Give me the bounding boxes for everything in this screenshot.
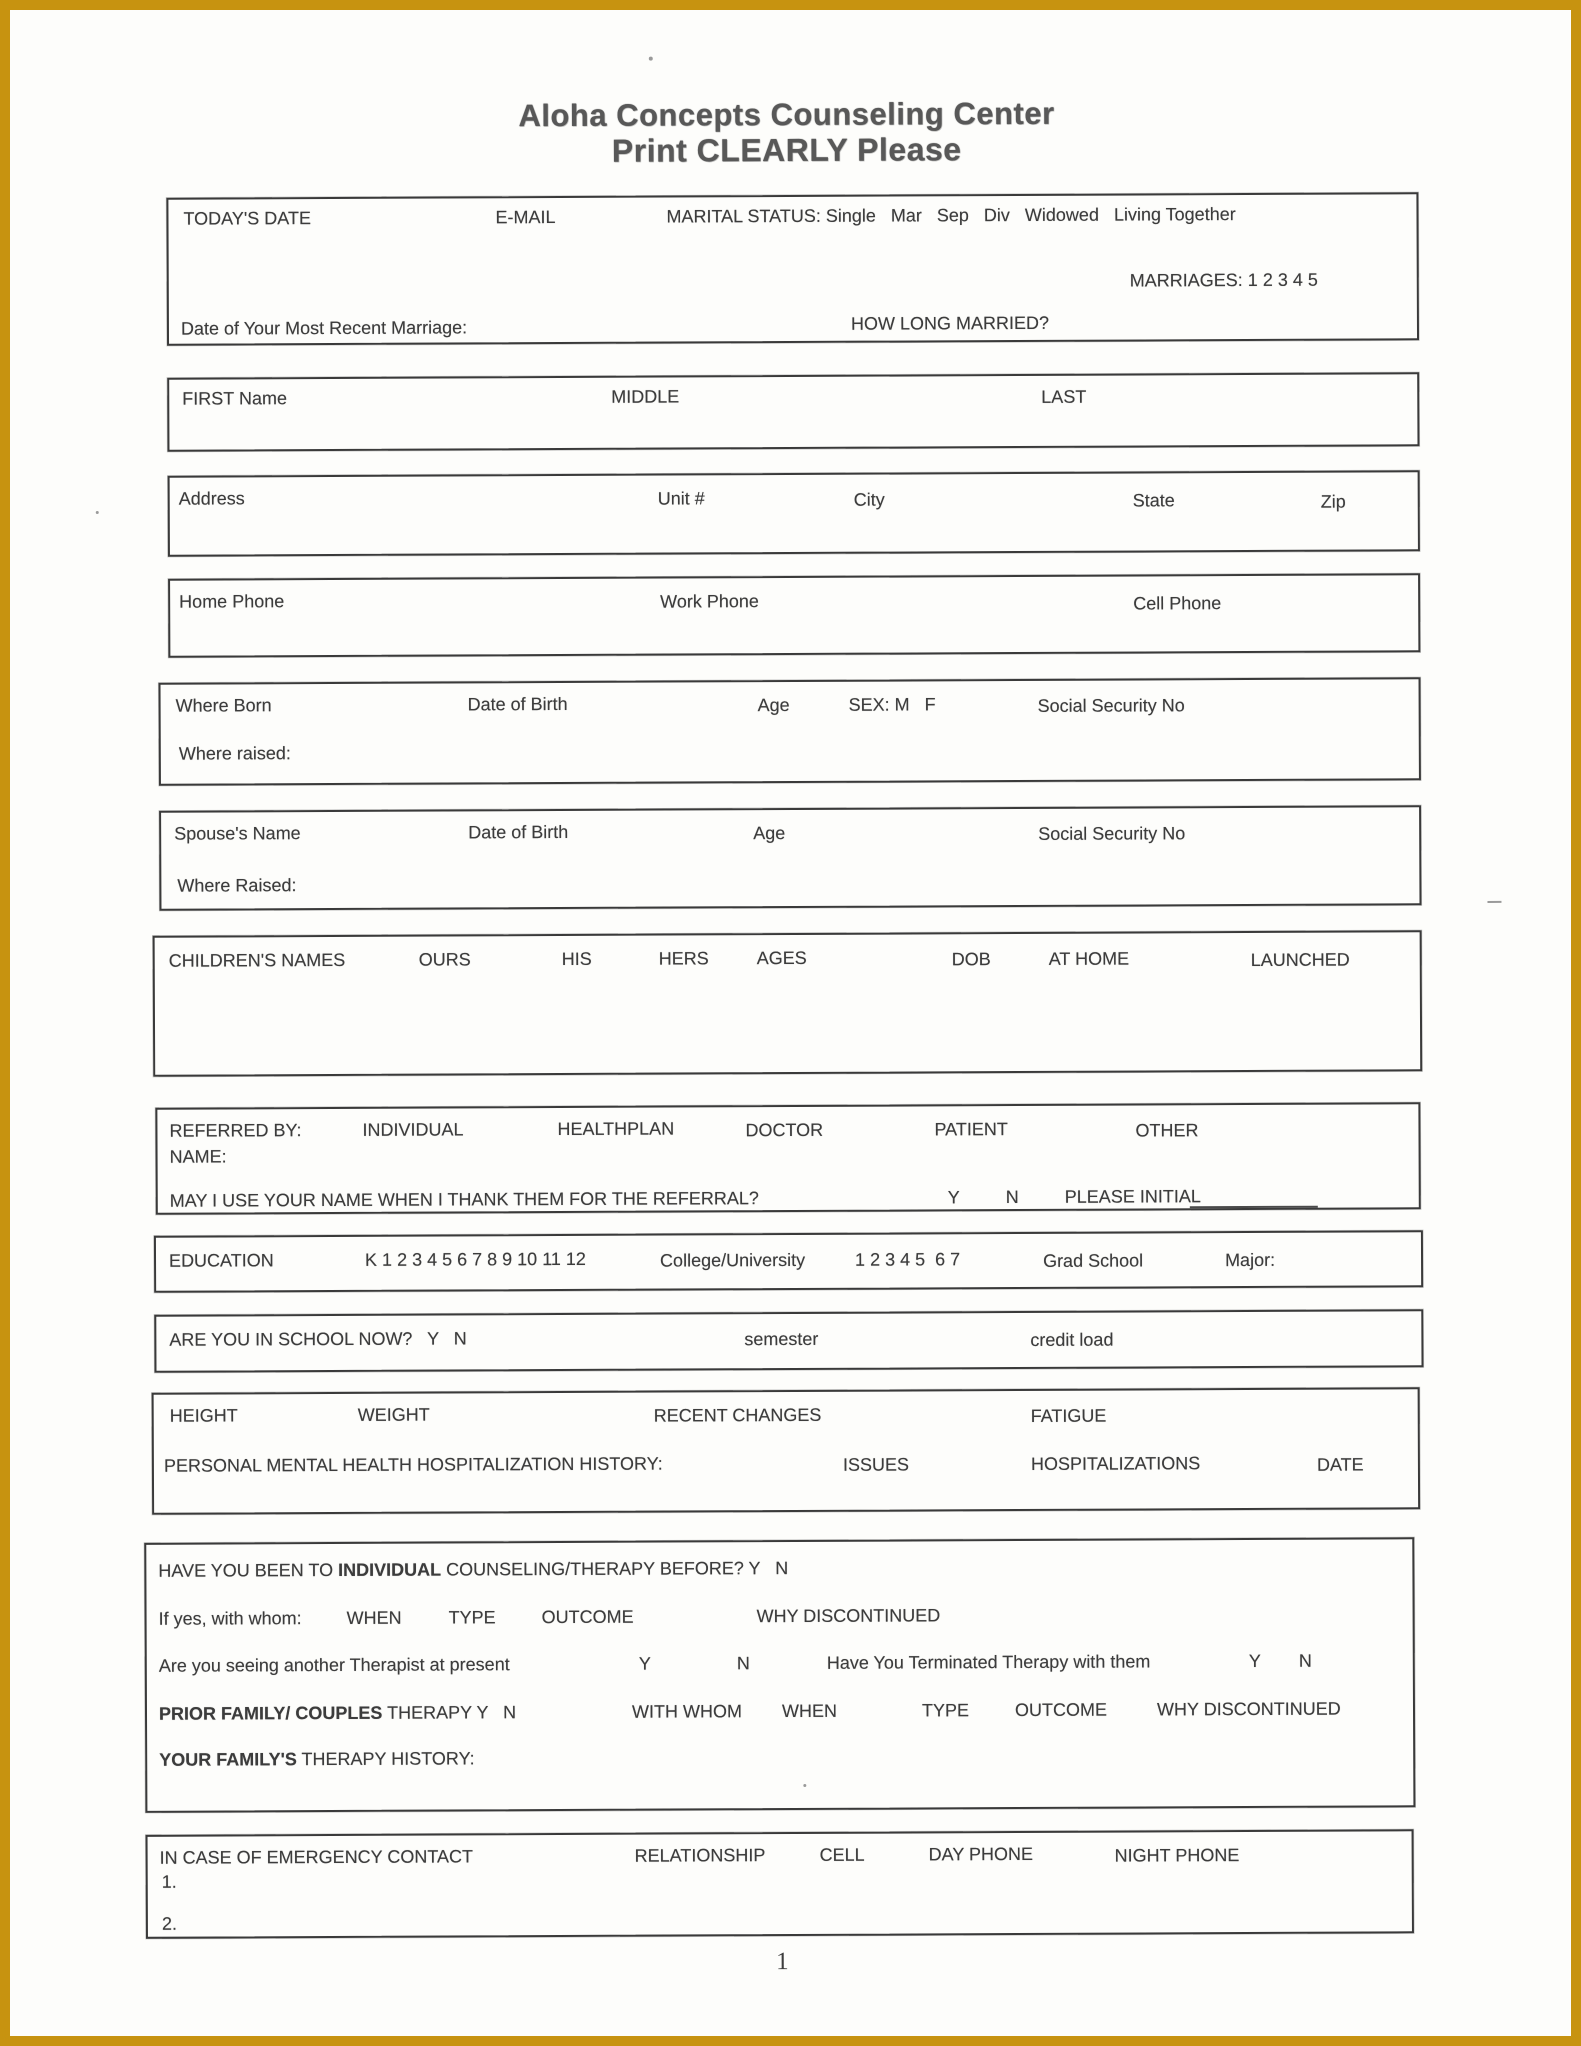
- credit-load-label: credit load: [1030, 1329, 1114, 1350]
- in-school-label: ARE YOU IN SCHOOL NOW? Y N: [169, 1328, 467, 1350]
- where-born-label: Where Born: [175, 695, 272, 716]
- middle-name-label: MIDDLE: [611, 386, 680, 407]
- education-box[interactable]: [154, 1230, 1423, 1293]
- birth-info-box[interactable]: [159, 677, 1421, 786]
- healthplan-label: HEALTHPLAN: [557, 1118, 675, 1140]
- how-long-married-label: HOW LONG MARRIED?: [850, 312, 1050, 334]
- why-discontinued-label: WHY DISCONTINUED: [756, 1605, 941, 1627]
- family-type-label: TYPE: [921, 1700, 970, 1721]
- print-clearly-instruction: Print CLEARLY Please: [611, 131, 962, 169]
- referral-box[interactable]: [155, 1102, 1420, 1215]
- emergency-row-1: 1.: [161, 1871, 177, 1892]
- referral-yes-label: Y: [947, 1187, 960, 1208]
- email-label: E-MAIL: [495, 207, 556, 228]
- children-names-label: CHILDREN'S NAMES: [168, 949, 346, 971]
- school-now-box[interactable]: [154, 1309, 1423, 1373]
- relationship-label: RELATIONSHIP: [634, 1845, 766, 1866]
- work-phone-label: Work Phone: [660, 591, 759, 612]
- with-whom-label: WITH WHOM: [631, 1701, 743, 1722]
- name-box[interactable]: [167, 372, 1419, 451]
- college-years-label: 1 2 3 4 5 6 7: [854, 1249, 961, 1270]
- emergency-row-2: 2.: [161, 1913, 177, 1934]
- spouse-info-box[interactable]: [159, 805, 1421, 911]
- terminated-therapy-question: Have You Terminated Therapy with them: [826, 1651, 1151, 1673]
- where-raised-label: Where raised:: [178, 743, 291, 764]
- spouse-dob-label: Date of Birth: [468, 821, 569, 843]
- recent-changes-label: RECENT CHANGES: [653, 1404, 822, 1426]
- spouse-age-label: Age: [753, 823, 786, 844]
- health-box[interactable]: [152, 1387, 1421, 1515]
- family-why-discontinued-label: WHY DISCONTINUED: [1156, 1698, 1341, 1720]
- at-home-label: AT HOME: [1048, 948, 1130, 969]
- individual-label: INDIVIDUAL: [362, 1119, 464, 1140]
- semester-label: semester: [744, 1328, 819, 1350]
- launched-label: LAUNCHED: [1250, 949, 1350, 970]
- marital-status-label: MARITAL STATUS: Single Mar Sep Div Widowed Living Together: [666, 204, 1236, 227]
- unit-label: Unit #: [657, 488, 705, 509]
- city-label: City: [853, 489, 885, 510]
- phone-box[interactable]: [168, 573, 1420, 657]
- if-yes-with-whom-label: If yes, with whom:: [158, 1608, 302, 1629]
- therapy-line4-bold: FAMILY/ COUPLES: [220, 1702, 383, 1724]
- marriages-label: MARRIAGES: 1 2 3 4 5: [1129, 269, 1318, 291]
- address-label: Address: [178, 488, 245, 509]
- hospitalizations-label: HOSPITALIZATIONS: [1030, 1453, 1201, 1474]
- grade-levels-label: K 1 2 3 4 5 6 7 8 9 10 11 12: [364, 1248, 586, 1270]
- referral-no-label: N: [1005, 1187, 1019, 1208]
- page-number: 1: [776, 1948, 789, 1976]
- referral-name-label: NAME:: [169, 1146, 227, 1167]
- date-label: DATE: [1316, 1454, 1364, 1475]
- emergency-cell-label: CELL: [819, 1844, 865, 1865]
- spouse-ssn-label: Social Security No: [1038, 823, 1186, 844]
- prior-family-therapy-label: [159, 1701, 516, 1725]
- state-label: State: [1132, 490, 1175, 511]
- home-phone-label: Home Phone: [179, 591, 285, 612]
- terminated-yes: Y: [1248, 1650, 1261, 1672]
- his-label: HIS: [561, 948, 592, 969]
- therapy-history-box[interactable]: [144, 1537, 1415, 1813]
- therapy-line4-pre: PRIOR: [158, 1703, 222, 1724]
- form-title: [6, 95, 1567, 172]
- family-outcome-label: OUTCOME: [1014, 1699, 1108, 1721]
- ssn-label: Social Security No: [1037, 695, 1185, 716]
- therapy-line1-pre: HAVE YOU BEEN TO: [158, 1559, 339, 1581]
- patient-label: PATIENT: [934, 1119, 1008, 1140]
- scan-dash: [1487, 901, 1501, 903]
- spouse-name-label: Spouse's Name: [174, 823, 301, 844]
- hers-label: HERS: [658, 948, 709, 969]
- emergency-contact-box[interactable]: [146, 1829, 1414, 1939]
- type-label: TYPE: [448, 1607, 496, 1628]
- therapy-line1-bold: INDIVIDUAL: [338, 1559, 442, 1580]
- major-label: Major:: [1224, 1249, 1276, 1271]
- grad-school-label: Grad School: [1042, 1250, 1144, 1271]
- recent-marriage-label: Date of Your Most Recent Marriage:: [180, 317, 468, 339]
- please-initial-label: PLEASE INITIAL: [1064, 1186, 1201, 1207]
- zip-label: Zip: [1320, 491, 1346, 512]
- family-when-label: WHEN: [781, 1700, 838, 1722]
- individual-therapy-question: [158, 1557, 788, 1582]
- night-phone-label: NIGHT PHONE: [1114, 1845, 1240, 1866]
- may-i-use-name-label: MAY I USE YOUR NAME WHEN I THANK THEM FOR THE REFERRAL?: [169, 1188, 759, 1211]
- therapy-line1-post: COUNSELING/THERAPY BEFORE? Y N: [441, 1558, 789, 1580]
- fatigue-label: FATIGUE: [1030, 1405, 1107, 1426]
- clinic-name: Aloha Concepts Counseling Center: [518, 95, 1055, 134]
- when-label: WHEN: [346, 1607, 402, 1628]
- college-label: College/University: [659, 1249, 806, 1271]
- referred-by-label: REFERRED BY:: [169, 1120, 302, 1141]
- other-therapist-no: N: [736, 1653, 750, 1674]
- education-label: EDUCATION: [168, 1250, 274, 1271]
- date-marital-box[interactable]: [166, 192, 1419, 345]
- other-therapist-question: Are you seeing another Therapist at present: [158, 1654, 510, 1676]
- outcome-label: OUTCOME: [541, 1606, 634, 1628]
- day-phone-label: DAY PHONE: [928, 1843, 1034, 1865]
- terminated-no: N: [1298, 1650, 1312, 1671]
- therapy-line4-mid: THERAPY Y N: [382, 1702, 517, 1723]
- todays-date-label: TODAY'S DATE: [183, 208, 311, 229]
- therapy-line5-post: THERAPY HISTORY:: [296, 1748, 475, 1770]
- issues-label: ISSUES: [842, 1454, 910, 1475]
- ages-label: AGES: [756, 947, 807, 969]
- other-therapist-yes: Y: [638, 1653, 651, 1674]
- first-name-label: FIRST Name: [182, 388, 288, 409]
- family-therapy-history-label: [159, 1747, 474, 1770]
- therapy-line5-bold: YOUR FAMILY'S: [159, 1749, 297, 1770]
- date-of-birth-label: Date of Birth: [467, 693, 568, 715]
- height-label: HEIGHT: [169, 1405, 238, 1426]
- sex-label: SEX: M F: [848, 694, 936, 715]
- scan-speck: [803, 1784, 806, 1787]
- address-box[interactable]: [168, 470, 1420, 556]
- age-label: Age: [757, 695, 790, 716]
- ours-label: OURS: [418, 949, 471, 970]
- children-box[interactable]: [153, 930, 1423, 1077]
- dob-label: DOB: [951, 949, 991, 970]
- form-sheet: [6, 7, 1576, 2040]
- hospitalization-history-label: PERSONAL MENTAL HEALTH HOSPITALIZATION HISTORY:: [163, 1453, 663, 1476]
- weight-label: WEIGHT: [357, 1404, 430, 1425]
- other-label: OTHER: [1135, 1120, 1199, 1141]
- cell-phone-label: Cell Phone: [1133, 593, 1222, 614]
- scan-speck: [649, 57, 653, 61]
- last-name-label: LAST: [1041, 386, 1087, 407]
- initial-signature-line[interactable]: [1190, 1184, 1318, 1209]
- scan-speck: [96, 511, 99, 514]
- emergency-contact-label: IN CASE OF EMERGENCY CONTACT: [159, 1846, 474, 1868]
- doctor-label: DOCTOR: [745, 1119, 824, 1141]
- spouse-where-raised-label: Where Raised:: [177, 875, 297, 896]
